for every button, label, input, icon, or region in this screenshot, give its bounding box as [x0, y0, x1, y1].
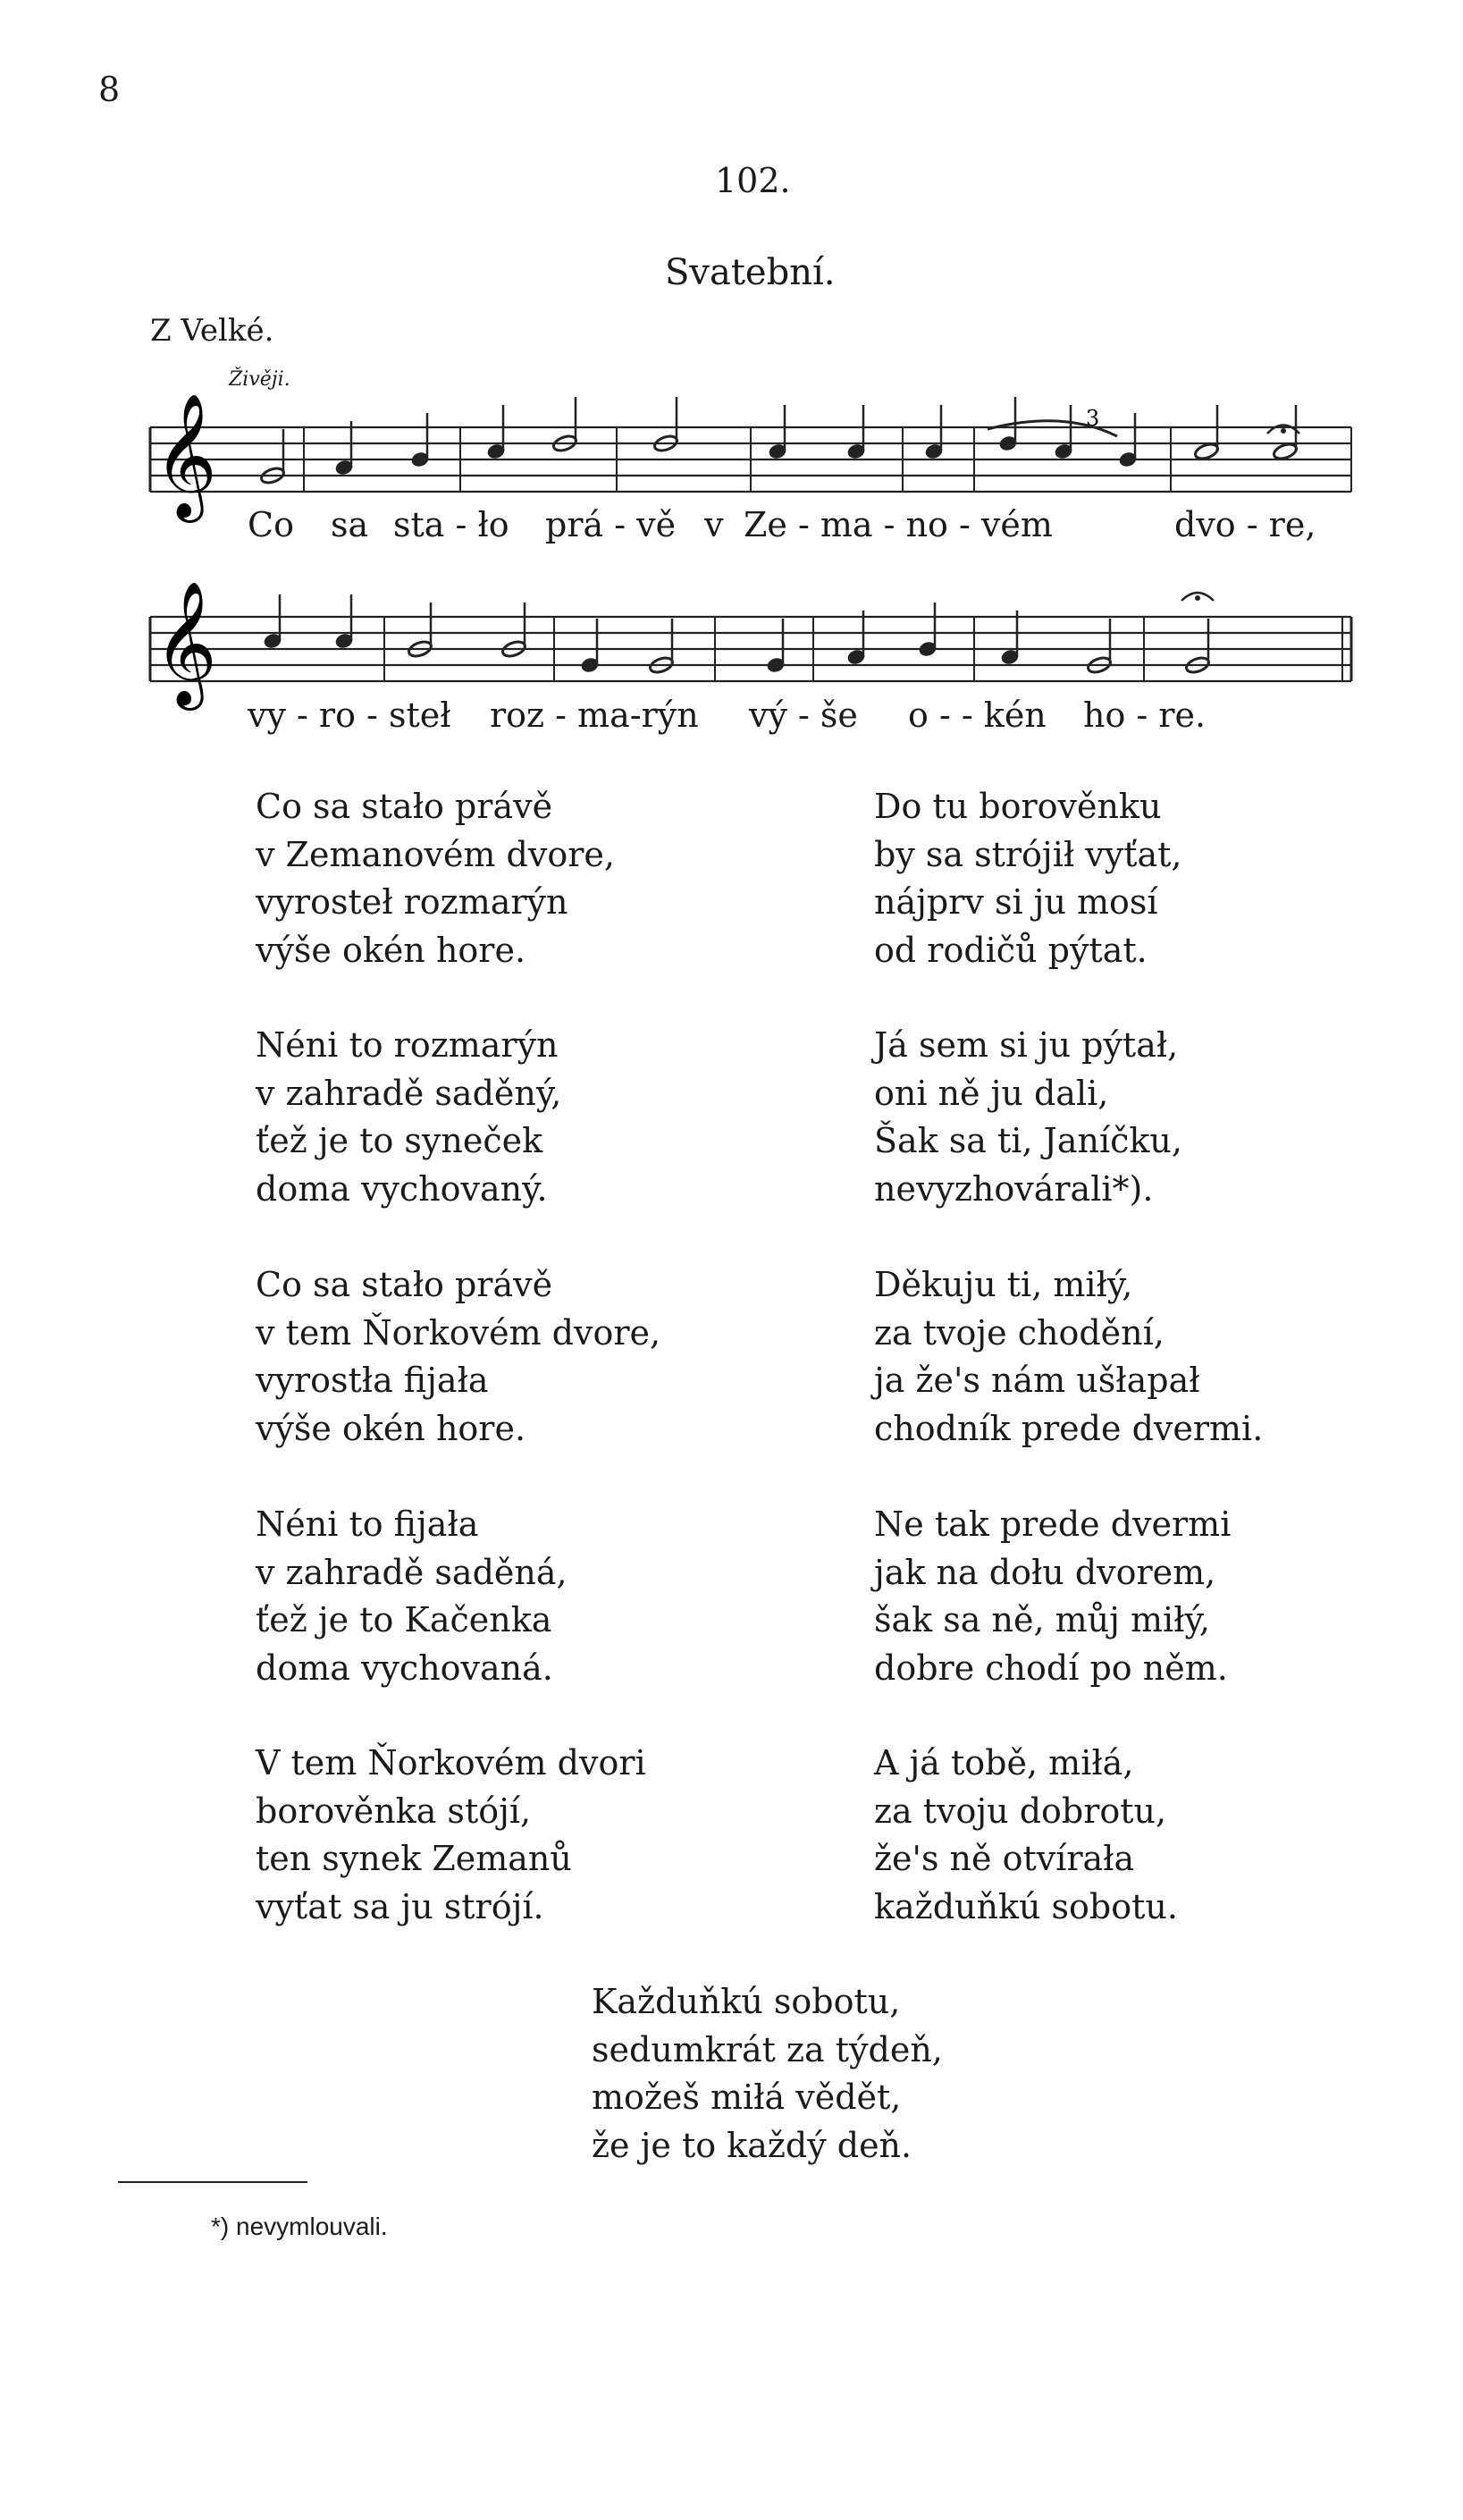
lyric-syllable: dvo - re, [1174, 505, 1316, 544]
stanza [256, 1501, 568, 1692]
stanza-line: A já tobě, miłá, [874, 1743, 1134, 1783]
stanza [874, 1740, 1178, 1931]
stanza [256, 1022, 561, 1213]
stanza-line: za tvoje chodění, [874, 1312, 1165, 1353]
lyric-syllable: ho - re. [1083, 695, 1207, 735]
stanza-line: borověnka stójí, [256, 1791, 532, 1831]
lyric-syllable: vy - ro - steł [248, 695, 451, 735]
lyric-syllable: o - - kén [908, 695, 1047, 735]
stanza-line: Co sa stało právě [256, 787, 553, 826]
stanza [874, 783, 1181, 974]
stanza-line: ten synek Zemanů [256, 1839, 572, 1878]
stanza-line: ťež je to Kačenka [256, 1600, 552, 1639]
stanza-line: oni ně ju dali, [874, 1073, 1109, 1113]
stanza-line: sedumkrát za týdeň, [592, 2029, 943, 2069]
treble-clef-icon: 𝄞 [154, 581, 217, 705]
stanza-line: za tvoju dobrotu, [874, 1791, 1167, 1831]
stanza-line: nevyzhovárali*). [874, 1168, 1154, 1209]
stanza-line: Do tu borověnku [874, 787, 1162, 826]
lyric-syllable: roz - ma-rýn [490, 695, 699, 735]
stanza-line: doma vychovaná. [256, 1648, 553, 1688]
stanza-line: doma vychovaný. [256, 1168, 548, 1209]
stanza-line: chodník prede dvermi. [874, 1408, 1264, 1448]
stanza-line: každuňkú sobotu. [874, 1886, 1178, 1926]
lyric-syllable: sta - ło [393, 505, 509, 544]
stanza [874, 1022, 1182, 1213]
lyric-syllable: vý - še [749, 695, 858, 735]
stanza-line: Děkuju ti, miłý, [874, 1265, 1133, 1304]
song-number: 102. [715, 161, 791, 200]
treble-clef-icon: 𝄞 [154, 393, 217, 518]
stanza-line: výše okén hore. [256, 930, 526, 970]
stanza-line: Každuňkú sobotu, [592, 1982, 901, 2021]
half-note-icon [1272, 442, 1298, 461]
stanza-line: nájprv si ju mosí [874, 882, 1158, 922]
stanza-line: V tem Ňorkovém dvori [256, 1743, 646, 1783]
stanza-line: výše okén hore. [256, 1408, 526, 1448]
stanza-line: v zahradě saděný, [256, 1073, 562, 1113]
stanza-line: v tem Ňorkovém dvore, [256, 1312, 661, 1353]
lyric-syllable: Co [248, 505, 294, 544]
stanza-line: šak sa ně, můj miłý, [874, 1600, 1210, 1639]
stanza-line: vyťat sa ju strójí. [256, 1886, 544, 1926]
stanza-line: že's ně otvírała [874, 1839, 1135, 1878]
page-number: 8 [98, 70, 121, 109]
stanza-line: Co sa stało právě [256, 1265, 553, 1304]
lyric-syllable: sa [331, 505, 369, 544]
stanza-line: Néni to rozmarýn [256, 1025, 559, 1065]
stanza-line: ja že's nám ušłapał [874, 1361, 1200, 1400]
stanza-line: Šak sa ti, Janíčku, [874, 1121, 1182, 1160]
half-note-icon [1193, 442, 1219, 461]
stanza [874, 1501, 1231, 1692]
stanza-line: vyrosteł rozmarýn [256, 882, 568, 922]
stanza-line: Ne tak prede dvermi [874, 1504, 1232, 1544]
lyric-syllable: Ze - ma - no - vém [744, 505, 1053, 544]
tempo-marking: Živěji. [229, 368, 290, 391]
stanza [256, 783, 615, 974]
stanza-line: vyrostła fijała [256, 1361, 489, 1400]
stanza-line: od rodičů pýtat. [874, 930, 1148, 970]
footnote-divider [118, 2181, 307, 2183]
stanza-line: v Zemanovém dvore, [256, 834, 615, 874]
stanza-line: Já sem si ju pýtał, [874, 1025, 1179, 1065]
stanza-line: v zahradě saděná, [256, 1552, 568, 1592]
footnote: *) nevymlouvali. [211, 2212, 388, 2240]
stanza-line: že je to každý deň. [592, 2125, 912, 2165]
stanza-final [592, 1978, 943, 2170]
stanza-line: by sa strójił vyťat, [874, 834, 1182, 874]
stanza-line: dobre chodí po něm. [874, 1648, 1228, 1688]
lyric-syllable: prá - vě [545, 505, 677, 544]
stanza-line: možeš miłá vědět, [592, 2078, 902, 2117]
song-title: Svatební. [665, 252, 836, 293]
stanza-line: ťež je to syneček [256, 1121, 543, 1160]
stanza [256, 1261, 660, 1453]
stanza-line: Néni to fijała [256, 1504, 479, 1544]
stanza [874, 1261, 1263, 1453]
stanza [256, 1740, 646, 1931]
stanza-line: jak na dołu dvorem, [874, 1552, 1216, 1592]
music-staff-2 [0, 581, 1463, 724]
song-origin: Z Velké. [150, 313, 274, 349]
triplet-mark: 3 [1086, 406, 1100, 431]
lyric-syllable: v [704, 505, 724, 544]
